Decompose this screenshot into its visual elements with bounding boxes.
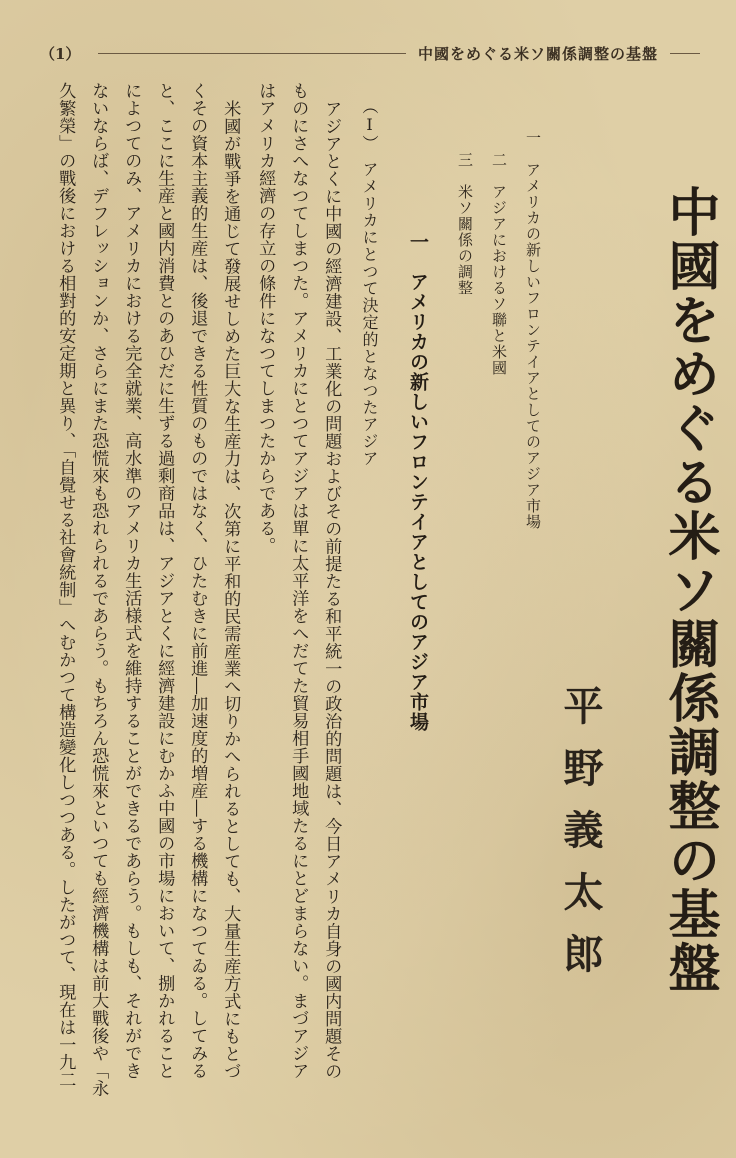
body-line: と、ここに生産と國内消費とのあひだに生ずる過剩商品は、アジアとくに經濟建設にむかふ中國の市場において、捌かれること bbox=[154, 82, 175, 1080]
toc-num: 二 bbox=[490, 152, 508, 168]
page-number: （1） bbox=[40, 44, 81, 63]
toc-num: 一 bbox=[524, 130, 542, 146]
body-line: 久繁榮」の戰後における相對的安定期と異り、「自覺せる社會統制」へむかつて構造變化しつつある。したがつて、現在は一九二 bbox=[55, 82, 76, 1089]
section-heading: 一 アメリカの新しいフロンテイアとしてのアジア市場 bbox=[407, 232, 429, 732]
toc-item-2 bbox=[489, 152, 510, 376]
body-line: くその資本主義的生産は、後退できる性質のものではなく、ひたむきに前進―加速度的増産―する機構になつてゐる。してみる bbox=[187, 82, 208, 1080]
body-line: ものにさへなつてしまつた。アメリカにとつてアジアは單に太平洋をへだてた貿易相手國地域たるにとどまらない。まづアジア bbox=[288, 82, 309, 1080]
body-line: 米國が戰爭を通じて發展せしめた巨大な生産力は、次第に平和的民需産業へ切りかへられるとしても、大量生産方式にもとづ bbox=[220, 100, 241, 1080]
toc-text: 米ソ關係の調整 bbox=[456, 184, 474, 296]
body-line: ないならば、デフレッションか、さらにまた恐慌來も恐れられるであらう。もちろん恐慌來といつても經濟機構は前大戰後や「永 bbox=[88, 82, 109, 1097]
running-title: 中國をめぐる米ソ關係調整の基盤 bbox=[417, 44, 658, 63]
article-title: 中國をめぐる米ソ關係調整の基盤 bbox=[659, 185, 720, 995]
section-subheading: （Ⅰ） アメリカにとつて決定的となつたアジア bbox=[360, 98, 379, 467]
body-line: はアメリカ經濟の存立の條件になつてしまつたからである。 bbox=[255, 82, 276, 555]
toc-text: アメリカの新しいフロンテイアとしてのアジア市場 bbox=[524, 162, 542, 530]
header-rule-left bbox=[98, 53, 406, 54]
body-line: によつてのみ、アメリカにおける完全就業、高水準のアメリカ生活様式を維持することができるであらう。もしも、それができ bbox=[121, 82, 142, 1080]
toc-item-1 bbox=[523, 130, 544, 530]
toc-num: 三 bbox=[456, 152, 474, 168]
running-header bbox=[40, 38, 700, 68]
header-rule-right bbox=[670, 53, 700, 54]
article-author: 平野義太郎 bbox=[557, 685, 604, 995]
body-line: アジアとくに中國の經濟建設、工業化の問題およびその前提たる和平統一の政治的問題は、今日アメリカ自身の國内問題その bbox=[321, 100, 342, 1080]
toc-item-3 bbox=[455, 152, 476, 296]
toc-text: アジアにおけるソ聯と米國 bbox=[490, 184, 508, 376]
